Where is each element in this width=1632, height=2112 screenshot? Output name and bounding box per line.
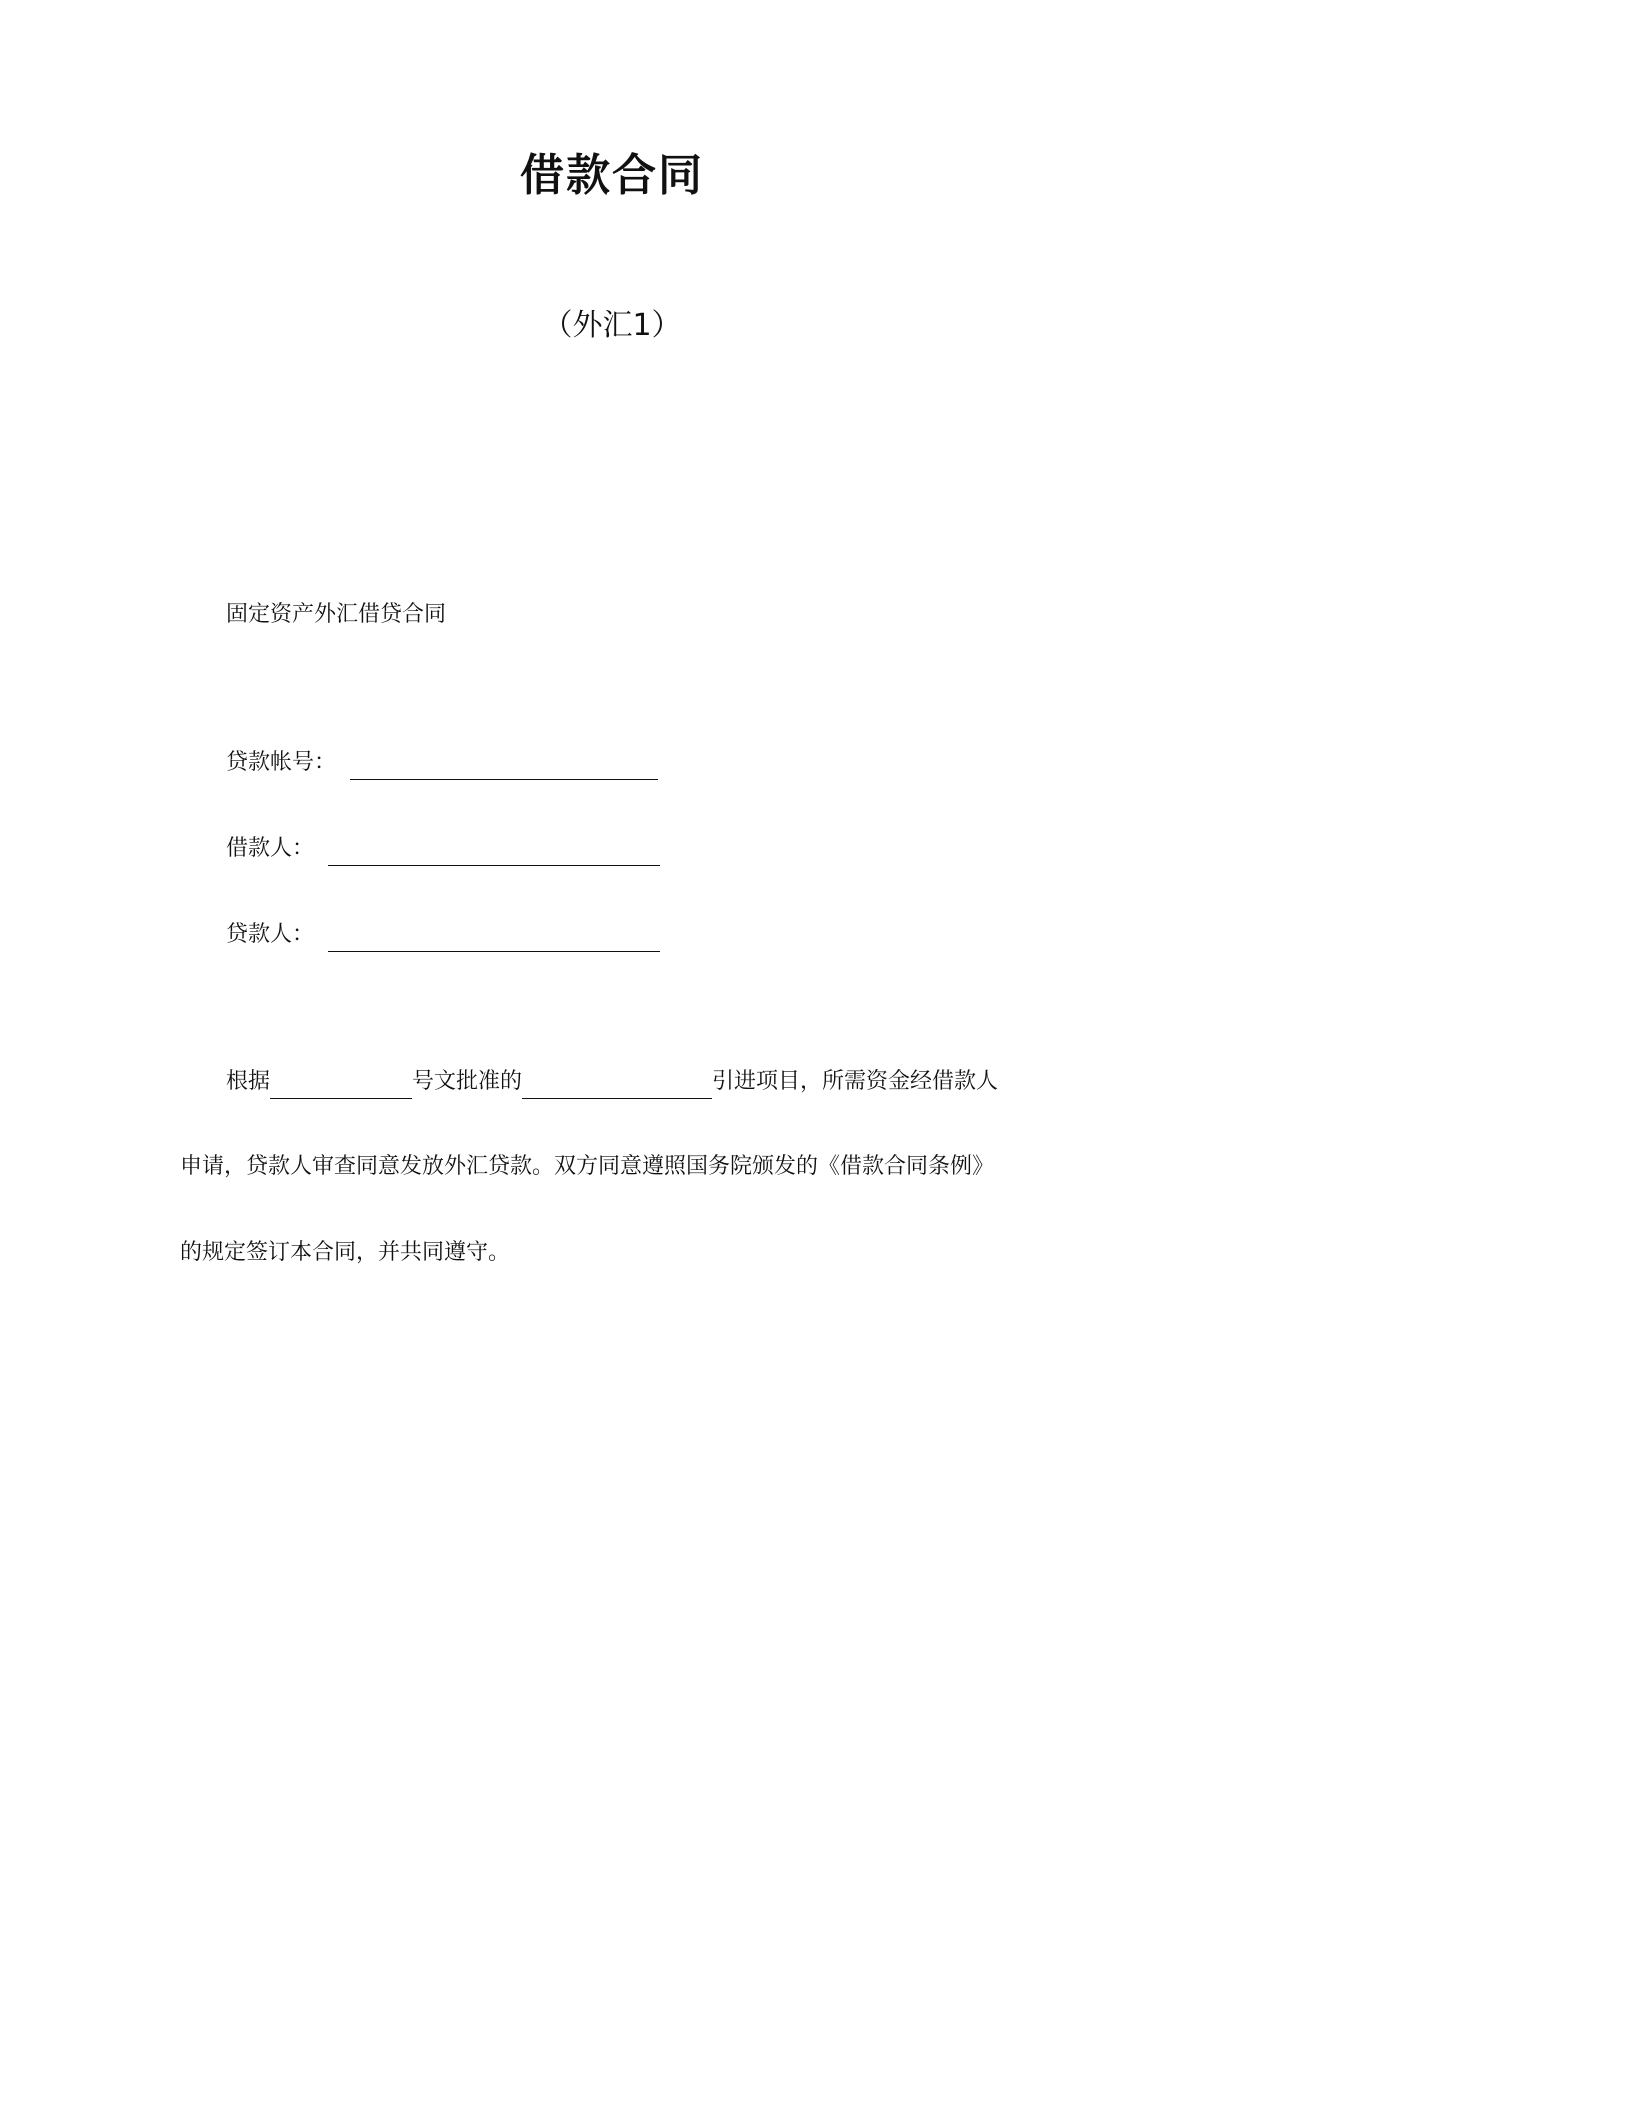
loan-account-label: 贷款帐号： xyxy=(226,750,337,775)
approval-document-number-blank[interactable] xyxy=(270,1070,412,1099)
borrower-blank[interactable] xyxy=(328,837,660,866)
loan-account-field xyxy=(226,746,658,780)
borrower-field xyxy=(226,832,660,866)
loan-account-blank[interactable] xyxy=(350,751,658,780)
paragraph-text: 根据 xyxy=(226,1069,271,1094)
lender-field xyxy=(226,918,660,952)
borrower-label: 借款人： xyxy=(226,836,315,861)
document-subtitle: （外汇1） xyxy=(542,308,682,343)
paragraph-text: 号文批准的 xyxy=(412,1069,523,1094)
paragraph-line-1 xyxy=(226,1065,998,1099)
lender-label: 贷款人： xyxy=(226,922,315,947)
contract-type-heading: 固定资产外汇借贷合同 xyxy=(226,602,447,627)
document-title: 借款合同 xyxy=(520,150,704,201)
paragraph-text: 的规定签订本合同，并共同遵守。 xyxy=(180,1240,511,1265)
paragraph-line-3 xyxy=(180,1236,510,1270)
paragraph-text: 申请，贷款人审查同意发放外汇贷款。双方同意遵照国务院颁发的《借款合同条例》 xyxy=(180,1154,995,1179)
paragraph-line-2 xyxy=(180,1150,994,1184)
project-name-blank[interactable] xyxy=(522,1070,712,1099)
lender-blank[interactable] xyxy=(328,923,660,952)
paragraph-text: 引进项目，所需资金经借款人 xyxy=(712,1069,999,1094)
